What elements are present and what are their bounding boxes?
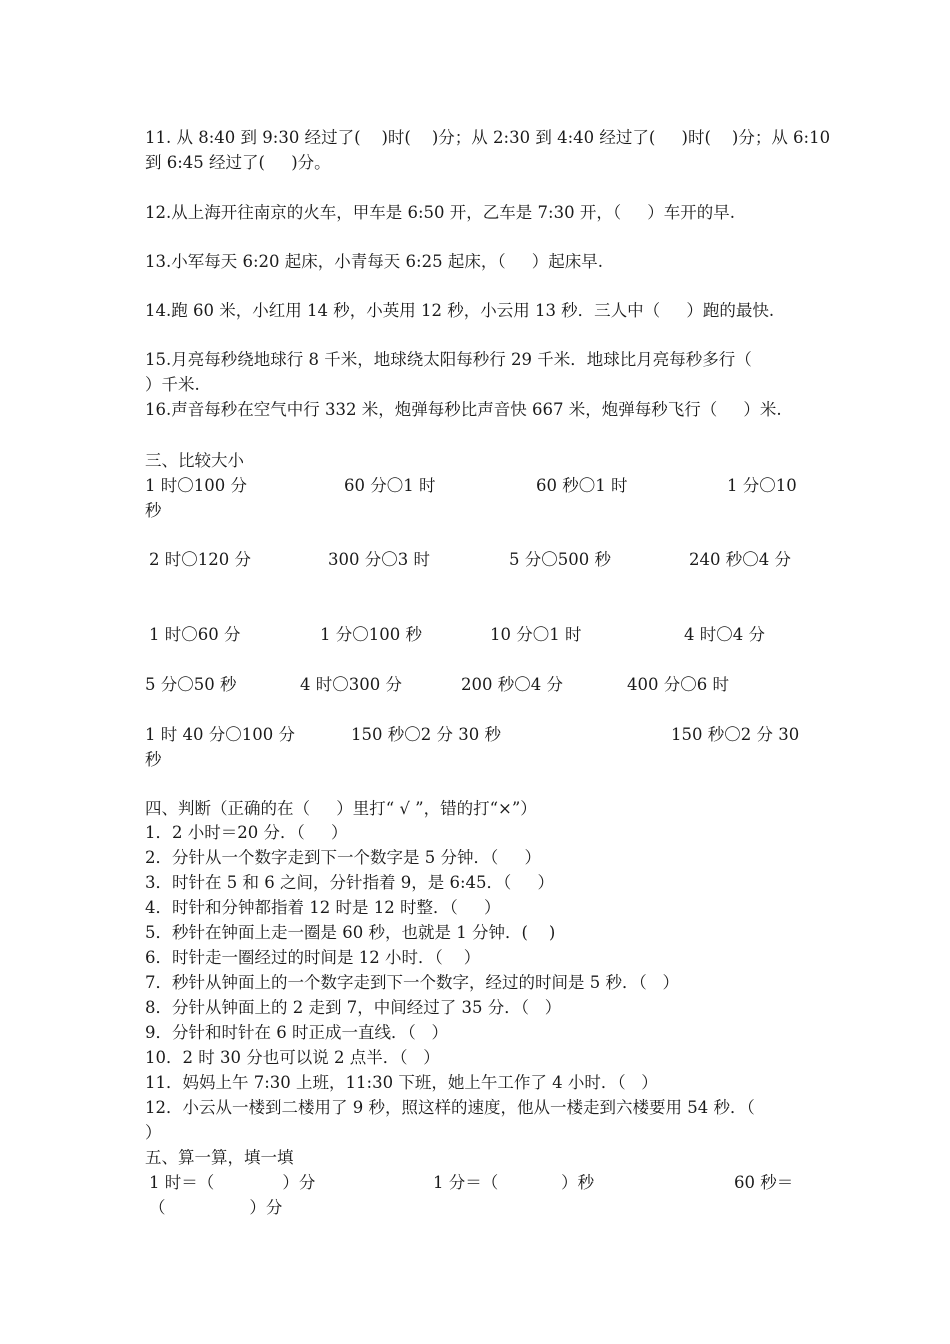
question-12: 12.从上海开往南京的火车，甲车是 6:50 开，乙车是 7:30 开，（ ）车开的早. <box>145 203 736 222</box>
compare-item: 10 分〇1 时 <box>490 625 582 644</box>
section-calc-title: 五、算一算，填一填 <box>145 1148 294 1167</box>
compare-item: 1 分〇100 秒 <box>320 625 422 644</box>
compare-item-wrap: 秒 <box>145 501 162 520</box>
question-11-continued: 到 6:45 经过了( )分。 <box>145 153 331 172</box>
judge-item: 2．分针从一个数字走到下一个数字是 5 分钟．（ ） <box>145 848 541 867</box>
compare-item: 400 分〇6 时 <box>627 675 729 694</box>
judge-item: 9．分针和时针在 6 时正成一直线．（ ） <box>145 1023 448 1042</box>
compare-item: 1 时 40 分〇100 分 <box>145 725 295 744</box>
compare-item: 1 时〇60 分 <box>149 625 241 644</box>
question-15: 15.月亮每秒绕地球行 8 千米，地球绕太阳每秒行 29 千米．地球比月亮每秒多行（ <box>145 350 752 369</box>
judge-item: 12．小云从一楼到二楼用了 9 秒，照这样的速度，他从一楼走到六楼要用 54 秒．（ <box>145 1098 755 1117</box>
calc-item: 60 秒＝ <box>734 1173 794 1192</box>
judge-item: 8．分针从钟面上的 2 走到 7，中间经过了 35 分．（ ） <box>145 998 562 1017</box>
compare-item: 4 时〇4 分 <box>684 625 765 644</box>
section-compare-title: 三、比较大小 <box>145 451 244 470</box>
compare-item: 5 分〇50 秒 <box>145 675 237 694</box>
judge-item: 1．2 小时＝20 分．（ ） <box>145 823 348 842</box>
calc-item: 1 时＝（ ）分 <box>149 1173 316 1192</box>
compare-item: 60 分〇1 时 <box>344 476 436 495</box>
judge-item: 5．秒针在钟面上走一圈是 60 秒，也就是 1 分钟．( ) <box>145 923 556 942</box>
compare-item: 60 秒〇1 时 <box>536 476 628 495</box>
compare-item-wrap: 秒 <box>145 750 162 769</box>
section-judge-title: 四、判断（正确的在（ ）里打“ √ ”，错的打“×”） <box>145 799 537 818</box>
compare-item: 150 秒〇2 分 30 <box>671 725 800 744</box>
compare-item: 300 分〇3 时 <box>328 550 430 569</box>
compare-item: 1 分〇10 <box>727 476 797 495</box>
compare-item: 2 时〇120 分 <box>149 550 251 569</box>
compare-item: 240 秒〇4 分 <box>689 550 791 569</box>
compare-item: 150 秒〇2 分 30 秒 <box>351 725 501 744</box>
calc-item-wrap: （ ）分 <box>149 1198 283 1217</box>
judge-item: 10．2 时 30 分也可以说 2 点半．（ ） <box>145 1048 440 1067</box>
compare-item: 200 秒〇4 分 <box>461 675 563 694</box>
compare-item: 5 分〇500 秒 <box>509 550 611 569</box>
judge-item: 7．秒针从钟面上的一个数字走到下一个数字，经过的时间是 5 秒．（ ） <box>145 973 679 992</box>
compare-item: 1 时〇100 分 <box>145 476 247 495</box>
judge-item: 3．时针在 5 和 6 之间，分针指着 9，是 6:45．（ ） <box>145 873 554 892</box>
judge-item-wrap: ） <box>145 1123 162 1142</box>
question-13: 13.小军每天 6:20 起床，小青每天 6:25 起床，（ ）起床早. <box>145 252 604 271</box>
judge-item: 6．时针走一圈经过的时间是 12 小时．（ ） <box>145 948 481 967</box>
calc-item: 1 分＝（ ）秒 <box>433 1173 595 1192</box>
compare-item: 4 时〇300 分 <box>300 675 402 694</box>
question-14: 14.跑 60 米，小红用 14 秒，小英用 12 秒，小云用 13 秒．三人中（ ）跑的最快. <box>145 301 775 320</box>
question-16: 16.声音每秒在空气中行 332 米，炮弹每秒比声音快 667 米，炮弹每秒飞行（ ）米. <box>145 400 782 419</box>
question-15-continued: ）千米. <box>145 375 200 394</box>
question-11: 11. 从 8:40 到 9:30 经过了( )时( )分；从 2:30 到 4:40 经过了( )时( )分；从 6:10 <box>145 128 831 147</box>
judge-item: 11．妈妈上午 7:30 上班，11:30 下班，她上午工作了 4 小时．（ ） <box>145 1073 658 1092</box>
judge-item: 4．时针和分钟都指着 12 时是 12 时整．（ ） <box>145 898 501 917</box>
